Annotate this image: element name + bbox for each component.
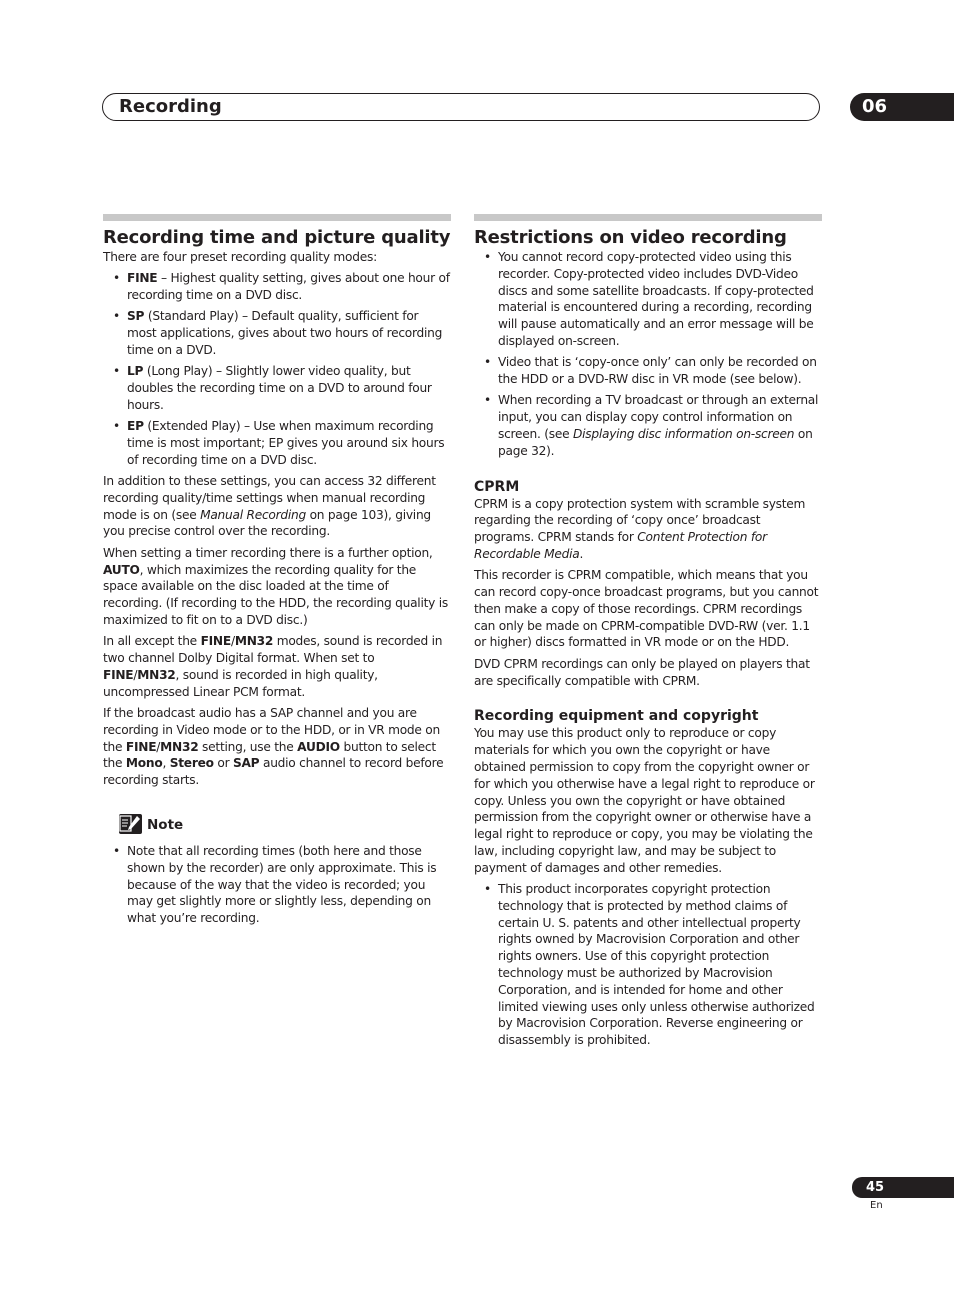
section-divider (474, 214, 822, 221)
mode-desc: – Highest quality setting, gives about one hour of recording time on a DVD disc. (127, 271, 450, 303)
cross-reference: Displaying disc information on-screen (573, 426, 795, 441)
text-run: CPRM is a copy protection system with scramble system regarding the recording of ‘copy once’ broadcast programs. CPRM stands for (474, 496, 806, 545)
text-run: , sound is recorded in high quality, uncompressed Linear PCM format. (103, 667, 378, 699)
timer-recording-paragraph (103, 545, 451, 629)
text-run: / (156, 739, 161, 754)
mode-desc: (Standard Play) – Default quality, sufficient for most applications, gives about two hours of recording time on a DVD. (127, 309, 443, 357)
keyword: MN32 (160, 739, 199, 754)
cprm-definition-paragraph (474, 496, 822, 563)
language-code: En (870, 1200, 883, 1211)
keyword: Mono (125, 756, 163, 771)
text-run: button to select the (103, 739, 436, 771)
sound-format-paragraph (103, 633, 451, 700)
mode-desc: (Extended Play) – Use when maximum recording time is most important; EP gives you around six hours of recording time on a DVD disc. (127, 419, 445, 467)
list-item (103, 363, 451, 413)
manual-recording-paragraph (103, 473, 451, 540)
text-run: , (162, 756, 170, 771)
keyword: MN32 (234, 634, 274, 649)
list-item: • This product incorporates copyright protection technology that is protected by method claims of certain U. S. patents and other intellectual property rights owned by Macrovision Corporation and other rights owners. Use of this copyright protection technology must be authorized by Macrovision Corporation, and is intended for home and other limited viewing uses only unless otherwise authorized by Macrovision Corporation. Reverse engineering or disassembly is prohibited. (474, 881, 822, 1049)
keyword: AUTO (103, 562, 140, 577)
text-run: on page 32). (498, 426, 813, 458)
list-item (103, 308, 451, 358)
keyword: AUDIO (297, 739, 340, 754)
intro-text: There are four preset recording quality modes: (103, 250, 377, 264)
text-run: on page 103), giving you precise control over the recording. (103, 507, 431, 539)
quality-modes-list (103, 270, 451, 468)
note-label: Note (147, 816, 184, 833)
term: Content Protection for Recordable Media (474, 530, 767, 561)
text-run: modes, sound is recorded in two channel Dolby Digital format. When set to (103, 634, 443, 666)
cprm-playback-paragraph: DVD CPRM recordings can only be played on players that are specifically compatible with CPRM. (474, 656, 810, 688)
chapter-number: 06 (862, 96, 888, 117)
note-header (119, 813, 451, 837)
keyword: FINE (103, 667, 134, 682)
text-run: In addition to these settings, you can access 32 different recording quality/time settings when manual recording mode is on (see (103, 474, 436, 522)
copyright-paragraph: You may use this product only to reproduce or copy materials for which you own the copyright or have obtained permission to copy from the copyright owner or for which you otherwise have a legal right to reproduce or copy. Unless you own the copyright or have obtained permission from the copyright owner or otherwise have a legal right to reproduce or copy, you may be violating the law, including copyright law, and may be subject to payment of damages and other remedies. (474, 726, 815, 875)
text-run: or (213, 756, 233, 771)
page-number-tab (852, 1177, 954, 1198)
list-item: • Note that all recording times (both here and those shown by the recorder) are only approximate. This is because of the way that the video is recorded; you may get slightly more or slightly less, depending on what you’re recording. (103, 843, 451, 927)
text-run: In all except the (103, 634, 201, 649)
text-run: If the broadcast audio has a SAP channel and you are recording in Video mode or to the HDD, or in VR mode on the (103, 705, 440, 754)
subheading-copyright: Recording equipment and copyright (474, 708, 759, 725)
text-run: When setting a timer recording there is a further option, (103, 545, 433, 560)
restrictions-list (474, 249, 822, 460)
right-column (474, 214, 822, 1053)
chapter-title: Recording (119, 96, 222, 117)
section-divider (103, 214, 451, 221)
page-number: 45 (866, 1180, 885, 1195)
keyword: FINE (125, 739, 157, 754)
list-item (103, 418, 451, 468)
text-run: , which maximizes the recording quality for the space available on the disc loaded at the time of recording. (If recording to the HDD, the recording quality is maximized to fit on to a DVD disc.) (103, 562, 448, 627)
section-heading-recording-time: Recording time and picture quality (103, 227, 451, 248)
chapter-header-bar (102, 93, 820, 121)
mode-name: EP (127, 419, 144, 434)
pencil-icon (119, 814, 142, 834)
mode-name: SP (127, 309, 145, 324)
list-item: • Video that is ‘copy-once only’ can only be recorded on the HDD or a DVD-RW disc in VR mode (see below). (474, 354, 822, 388)
chapter-number-tab (850, 93, 954, 121)
text-run: . (579, 546, 584, 561)
section-heading-restrictions: Restrictions on video recording (474, 227, 787, 248)
text-run: setting, use the (198, 739, 298, 754)
mode-desc: (Long Play) – Slightly lower video quality, but doubles the recording time on a DVD to around four hours. (127, 364, 432, 412)
sap-channel-paragraph (103, 705, 451, 789)
mode-name: LP (127, 364, 144, 379)
left-column (103, 214, 451, 931)
cross-reference: Manual Recording (200, 507, 306, 522)
cprm-compatibility-paragraph: This recorder is CPRM compatible, which means that you can record copy-once broadcast programs, but you cannot then make a copy of those recordings. CPRM recordings can only be made on CPRM-compatible DVD-RW (ver. 1.1 or higher) discs formatted in VR mode or on the HDD. (474, 568, 819, 650)
text-run: / (133, 667, 138, 682)
mode-name: FINE (127, 271, 158, 286)
keyword: FINE (200, 634, 231, 649)
keyword: Stereo (169, 756, 214, 771)
note-list (103, 843, 451, 927)
list-item (474, 392, 822, 459)
list-item (103, 270, 451, 304)
list-item: • You cannot record copy-protected video using this recorder. Copy-protected video includes DVD-Video discs and some satellite broadcasts. If copy-protected material is encountered during a recording, recording will pause automatically and an error message will be displayed on-screen. (474, 249, 822, 350)
macrovision-list (474, 881, 822, 1049)
text-run: audio channel to record before recording starts. (103, 756, 444, 788)
keyword: MN32 (137, 667, 176, 682)
keyword: SAP (232, 756, 260, 771)
text-run: / (230, 634, 235, 649)
subheading-cprm: CPRM (474, 478, 520, 495)
text-run: When recording a TV broadcast or through an external input, you can display copy control information on screen. (see (498, 393, 819, 441)
